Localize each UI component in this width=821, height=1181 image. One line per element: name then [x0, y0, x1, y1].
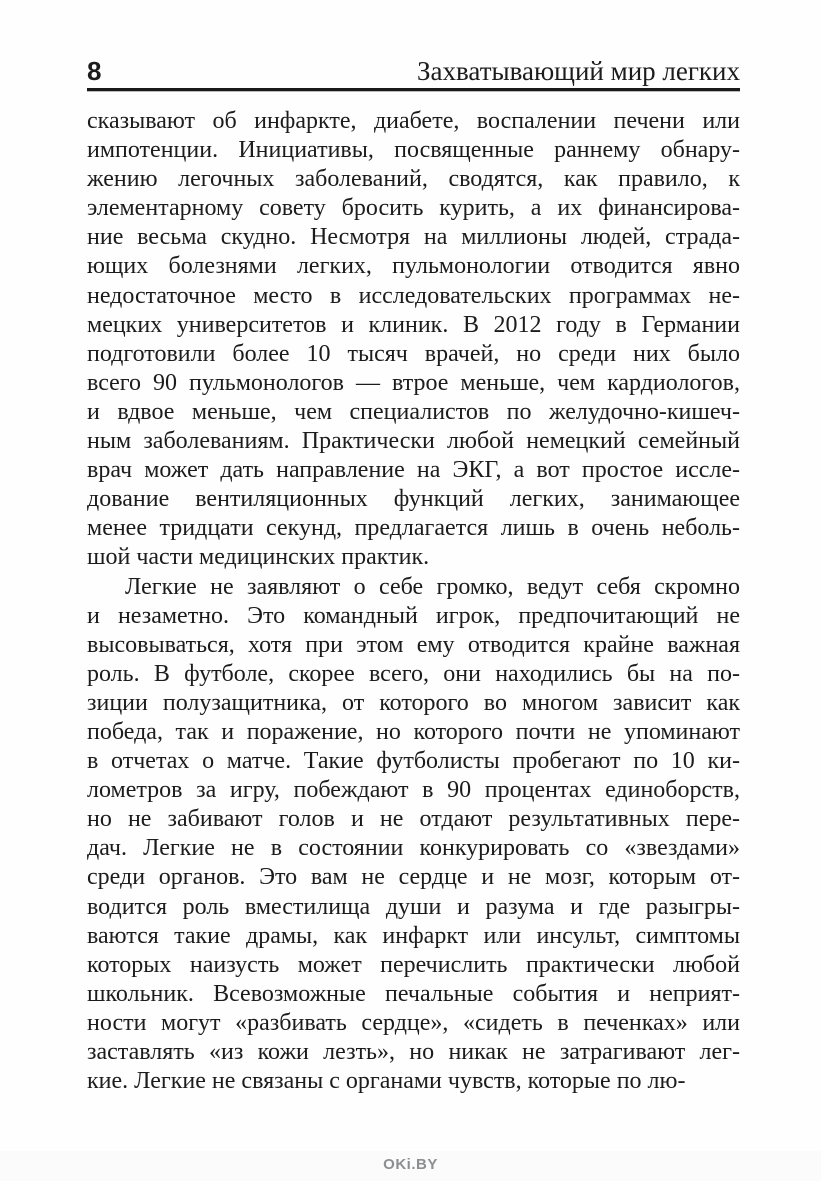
- text-line: среди органов. Это вам не сердце и не мозг, которым от-: [87, 864, 740, 891]
- text-line: в отчетах о матче. Такие футболисты пробегают по 10 ки-: [87, 748, 740, 775]
- text-line: жению легочных заболеваний, сводятся, как правило, к: [87, 166, 740, 193]
- text-line: школьник. Всевозможные печальные события и неприят-: [87, 980, 740, 1007]
- text-line: роль. В футболе, скорее всего, они находились бы на по-: [87, 660, 740, 687]
- text-line: но не забивают голов и не отдают результативных пере-: [87, 806, 740, 833]
- paragraph: [87, 107, 740, 573]
- text-line: дование вентиляционных функций легких, занимающее: [87, 486, 740, 513]
- text-line: лометров за игру, побеждают в 90 процентах единоборств,: [87, 777, 740, 804]
- text-line: ющих болезнями легких, пульмонологии отводится явно: [87, 253, 740, 280]
- text-line: шой части медицинских практик.: [87, 544, 430, 571]
- text-line: недостаточное место в исследовательских программах не-: [87, 282, 740, 309]
- text-line: мецких университетов и клиник. В 2012 году в Германии: [87, 311, 740, 338]
- text-line: врач может дать направление на ЭКГ, а вот простое иссле-: [87, 457, 740, 484]
- text-line: заставлять «из кожи лезть», но никак не затрагивают лег-: [87, 1039, 740, 1065]
- paragraph: [87, 573, 740, 1097]
- text-line: всего 90 пульмонологов — втрое меньше, чем кардиологов,: [87, 369, 740, 396]
- text-line: которых наизусть может перечислить практически любой: [87, 951, 740, 978]
- text-line: и вдвое меньше, чем специалистов по желудочно-кишеч-: [87, 398, 740, 425]
- text-line: высовываться, хотя при этом ему отводится крайне важная: [87, 631, 740, 658]
- page-body: [87, 107, 740, 1096]
- page-number: 8: [87, 56, 102, 86]
- text-line: менее тридцати секунд, предлагается лишь в очень неболь-: [87, 515, 740, 542]
- watermark: OKi.BY: [383, 1155, 438, 1173]
- text-line: зиции полузащитника, от которого во многом зависит как: [87, 689, 740, 716]
- header-rule: [87, 88, 740, 92]
- text-line: и незаметно. Это командный игрок, предпочитающий не: [87, 602, 740, 629]
- text-line: подготовили более 10 тысяч врачей, но среди них было: [87, 340, 740, 367]
- text-line: ваются такие драмы, как инфаркт или инсульт, симптомы: [87, 922, 740, 949]
- text-line: дач. Легкие не в состоянии конкурировать со «звездами»: [87, 835, 740, 862]
- page-header: [87, 56, 740, 86]
- text-line: сказывают об инфаркте, диабете, воспалении печени или: [87, 108, 740, 134]
- text-line: ности могут «разбивать сердце», «сидеть в печенках» или: [87, 1009, 740, 1036]
- footer-band: [0, 1151, 821, 1181]
- text-line: кие. Легкие не связаны с органами чувств, которые по лю-: [87, 1068, 686, 1095]
- text-line: ние весьма скудно. Несмотря на миллионы людей, страда-: [87, 224, 740, 251]
- text-line: ным заболеваниям. Практически любой немецкий семейный: [87, 428, 740, 455]
- text-line: Легкие не заявляют о себе громко, ведут себя скромно: [125, 573, 740, 600]
- text-line: победа, так и поражение, но которого почти не упоминают: [87, 718, 740, 745]
- text-line: элементарному совету бросить курить, а их финансирова-: [87, 195, 740, 222]
- text-line: водится роль вместилища души и разума и где разыгры-: [87, 893, 740, 920]
- running-title: Захватывающий мир легких: [417, 56, 740, 86]
- text-line: импотенции. Инициативы, посвященные раннему обнару-: [87, 137, 740, 164]
